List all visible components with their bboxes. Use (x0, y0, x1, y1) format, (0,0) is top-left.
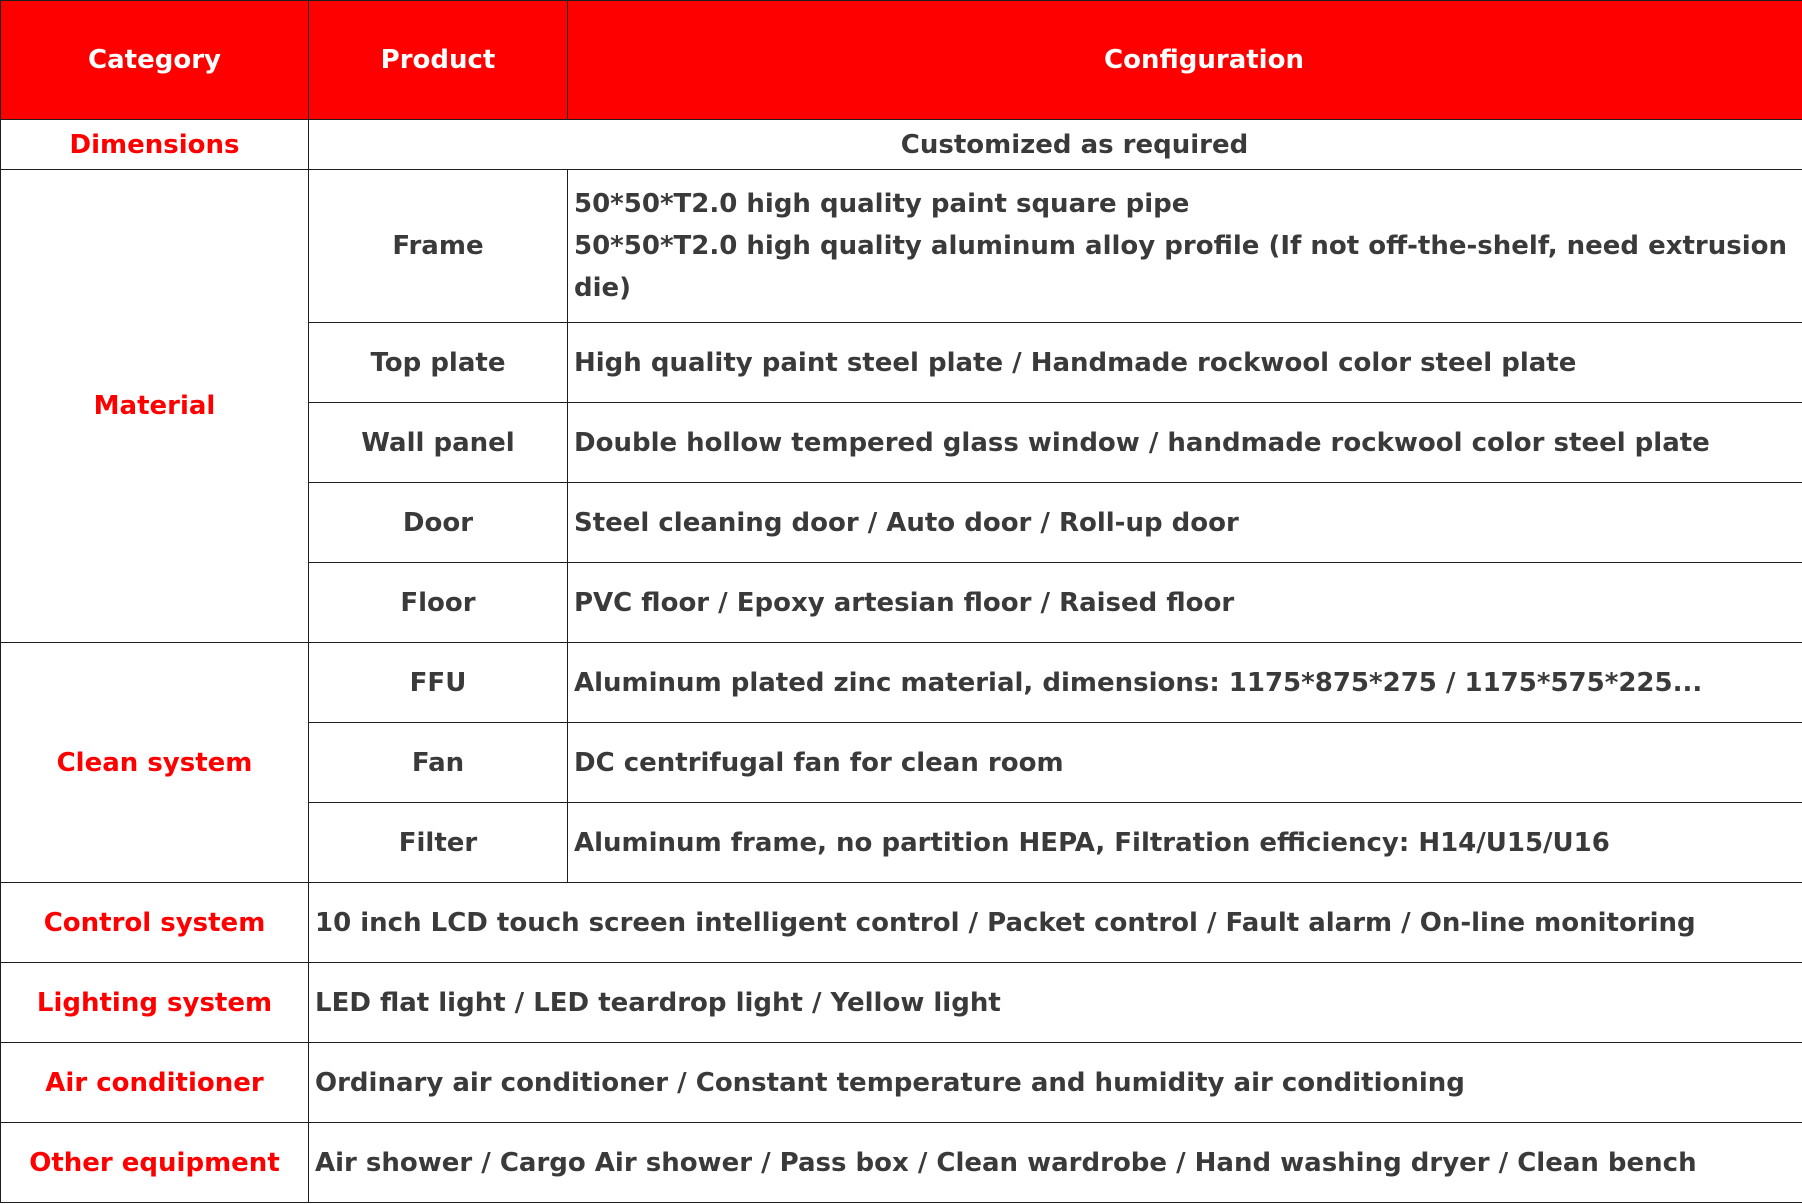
configuration-cell-fan: DC centrifugal fan for clean room (568, 723, 1802, 803)
product-cell-wall-panel: Wall panel (309, 403, 568, 483)
table-row-lighting-system (1, 963, 1802, 1043)
configuration-cell-lighting-system: LED flat light / LED teardrop light / Yellow light (309, 963, 1802, 1043)
category-cell-lighting-system: Lighting system (1, 963, 309, 1043)
configuration-cell-top-plate: High quality paint steel plate / Handmade rockwool color steel plate (568, 323, 1802, 403)
header-cell-category: Category (1, 1, 309, 120)
table-row-dimensions (1, 120, 1802, 170)
configuration-cell-door: Steel cleaning door / Auto door / Roll-up door (568, 483, 1802, 563)
category-cell-material: Material (1, 170, 309, 643)
table-body (1, 120, 1802, 1203)
header-row (1, 1, 1802, 120)
table-row-control-system (1, 883, 1802, 963)
header-cell-product: Product (309, 1, 568, 120)
configuration-cell-dimensions: Customized as required (309, 120, 1802, 170)
configuration-line: 50*50*T2.0 high quality paint square pipe (574, 189, 1190, 219)
product-cell-ffu: FFU (309, 643, 568, 723)
product-cell-top-plate: Top plate (309, 323, 568, 403)
table-row-air-conditioner (1, 1043, 1802, 1123)
product-cell-filter: Filter (309, 803, 568, 883)
table-row-other-equipment (1, 1123, 1802, 1203)
product-cell-frame: Frame (309, 170, 568, 323)
configuration-cell-control-system: 10 inch LCD touch screen intelligent control / Packet control / Fault alarm / On-line monitoring (309, 883, 1802, 963)
configuration-cell-other-equipment: Air shower / Cargo Air shower / Pass box / Clean wardrobe / Hand washing dryer / Clean bench (309, 1123, 1802, 1203)
product-cell-floor: Floor (309, 563, 568, 643)
table-row-frame (1, 170, 1802, 323)
configuration-line: 50*50*T2.0 high quality aluminum alloy profile (If not off-the-shelf, need extrusion die) (574, 231, 1788, 303)
header-cell-configuration: Configuration (568, 1, 1802, 120)
product-cell-door: Door (309, 483, 568, 563)
category-cell-control-system: Control system (1, 883, 309, 963)
configuration-cell-frame (568, 170, 1802, 323)
table-row-ffu (1, 643, 1802, 723)
category-cell-air-conditioner: Air conditioner (1, 1043, 309, 1123)
product-cell-fan: Fan (309, 723, 568, 803)
configuration-cell-air-conditioner: Ordinary air conditioner / Constant temperature and humidity air conditioning (309, 1043, 1802, 1123)
configuration-cell-wall-panel: Double hollow tempered glass window / handmade rockwool color steel plate (568, 403, 1802, 483)
configuration-cell-floor: PVC floor / Epoxy artesian floor / Raised floor (568, 563, 1802, 643)
table-header (1, 1, 1802, 120)
category-cell-clean-system: Clean system (1, 643, 309, 883)
category-cell-other-equipment: Other equipment (1, 1123, 309, 1203)
configuration-cell-ffu: Aluminum plated zinc material, dimensions: 1175*875*275 / 1175*575*225... (568, 643, 1802, 723)
category-cell-dimensions: Dimensions (1, 120, 309, 170)
configuration-cell-filter: Aluminum frame, no partition HEPA, Filtration efficiency: H14/U15/U16 (568, 803, 1802, 883)
